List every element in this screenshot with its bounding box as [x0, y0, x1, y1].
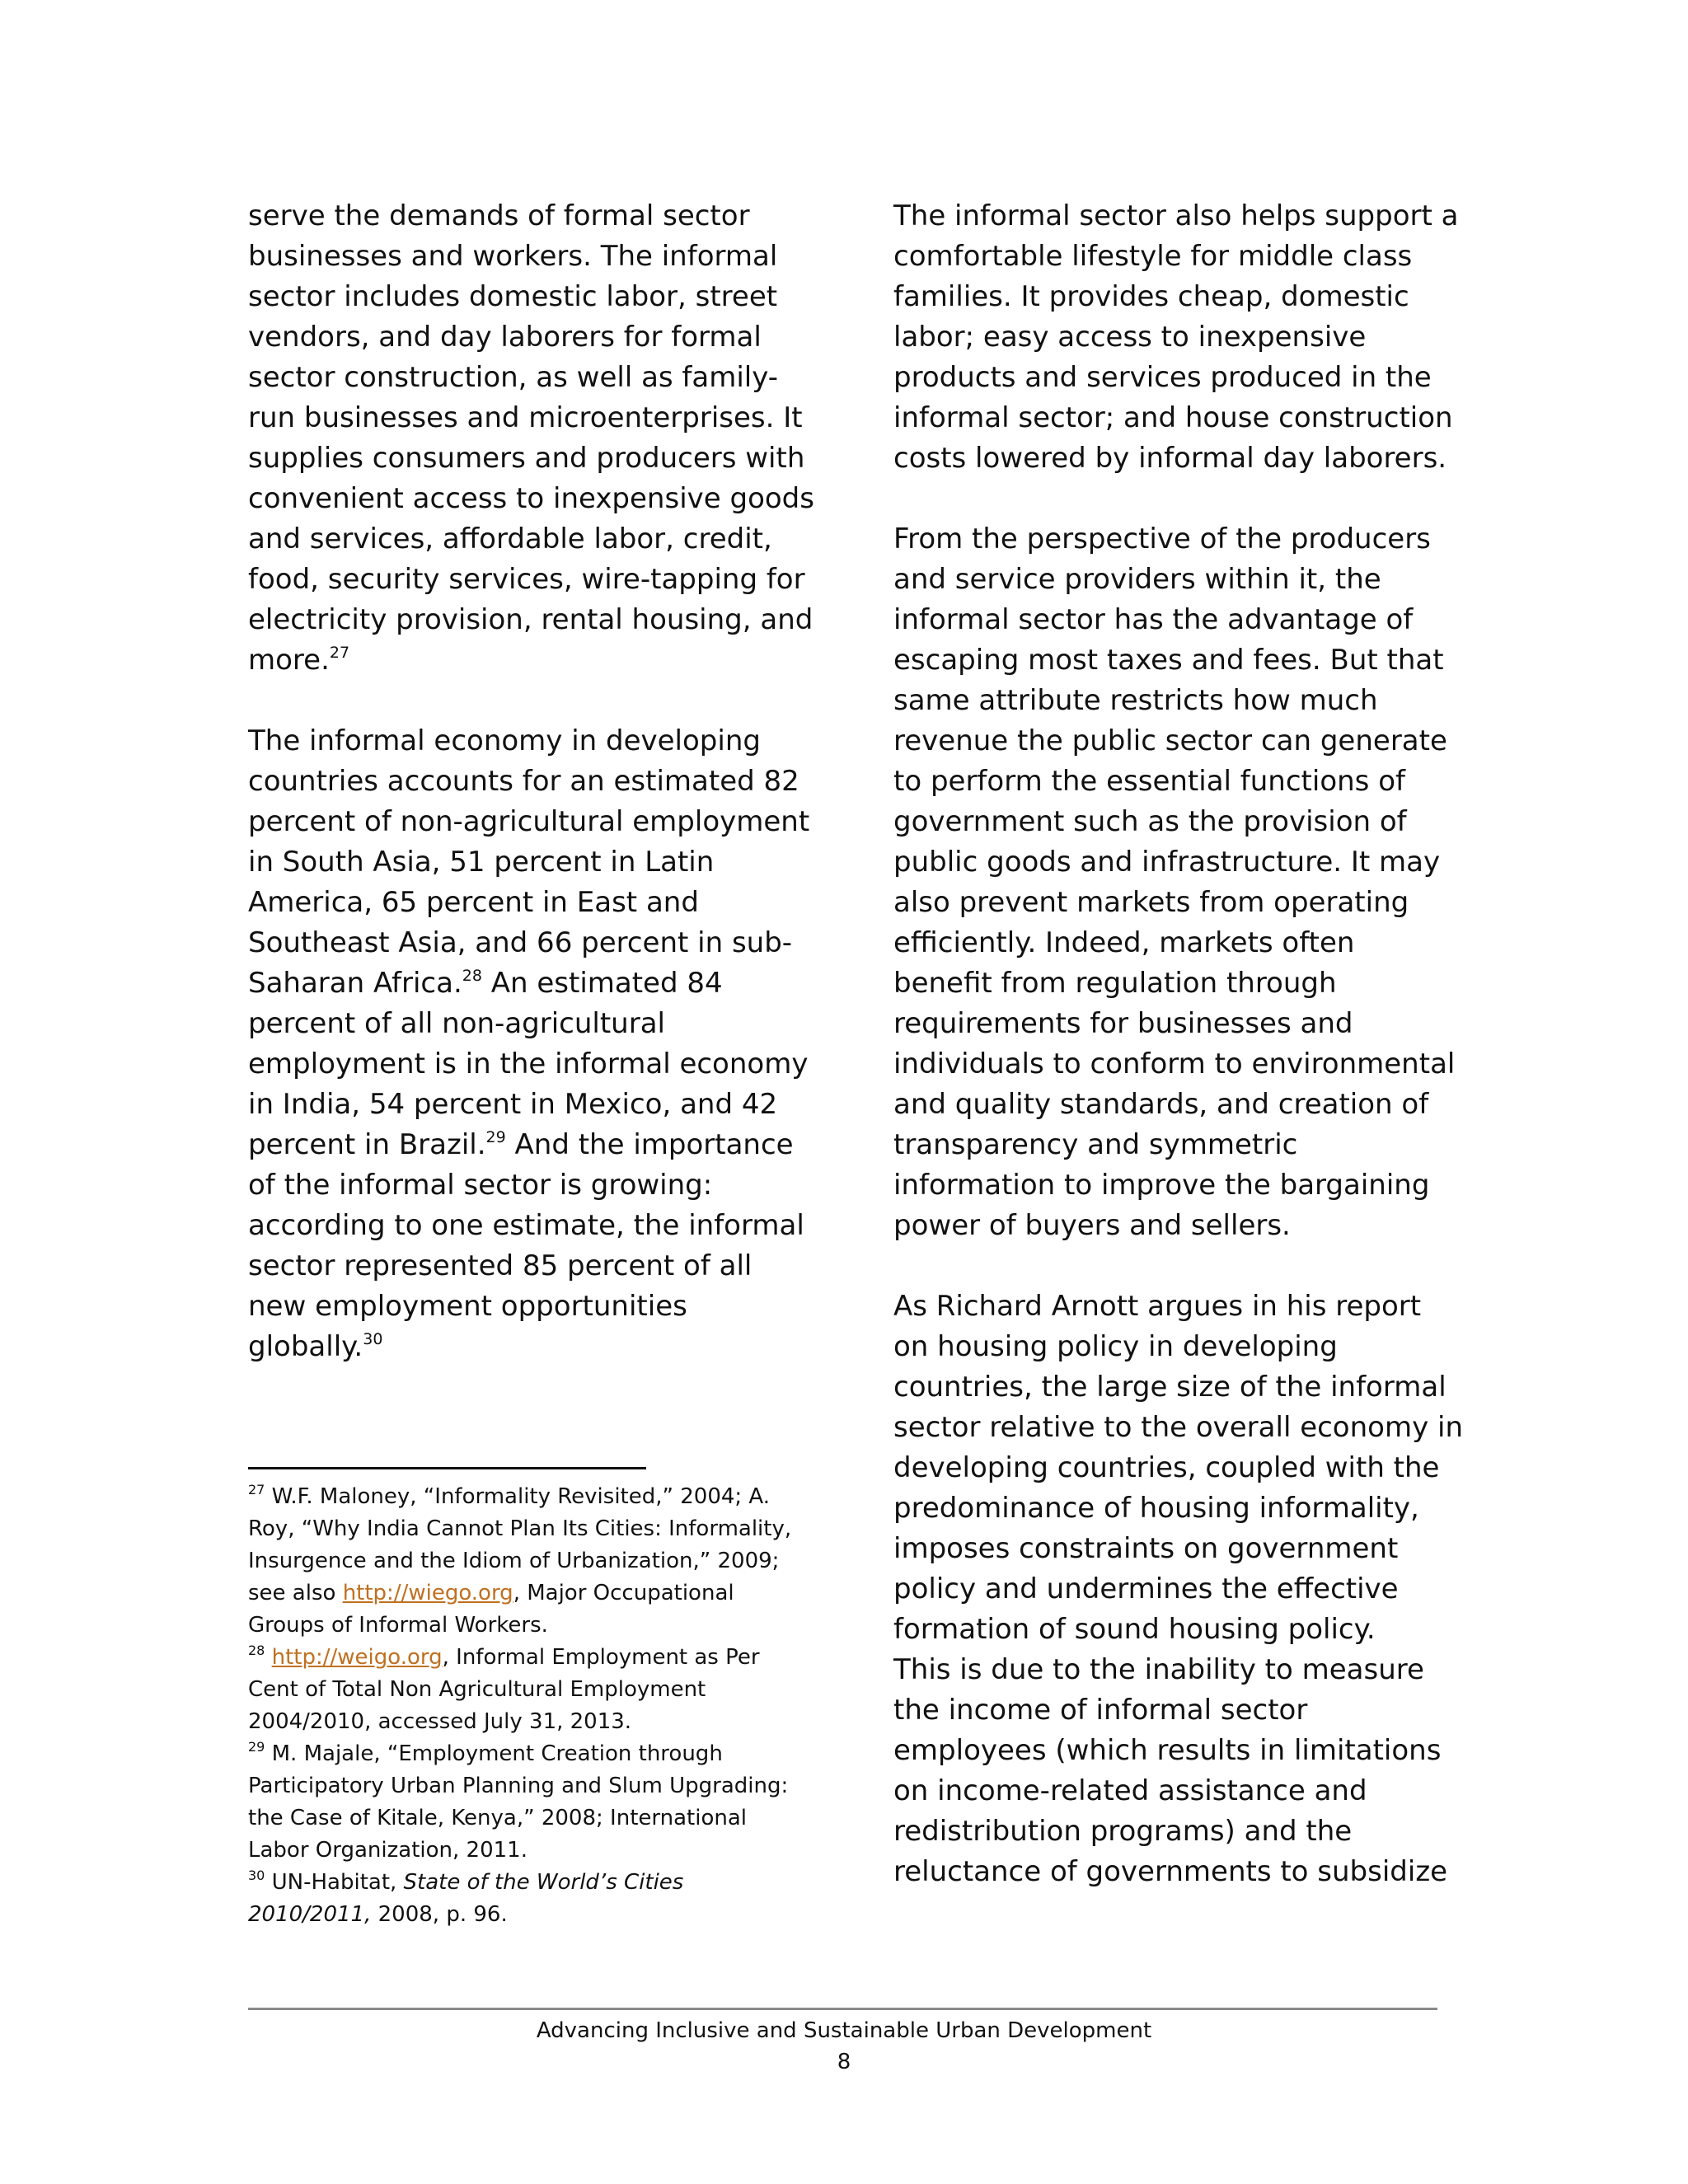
footnote-30-number: 30	[248, 1868, 265, 1884]
footnote-ref-30[interactable]: 30	[363, 1329, 383, 1348]
footnote-28	[248, 1642, 809, 1738]
left-paragraph-1-text: serve the demands of formal sector businesses and workers. The informal sector includes domestic labor, street vendors, and day laborers for formal sector construction, as well as family- run businesses and microenterprises. It supplies consumers and producers with convenient access to inexpensive goods and services, affordable labor, credit, food, security services, wire-tapping for electricity provision, rental housing, and more.	[248, 199, 814, 677]
footnote-30-text-b: 2008, p. 96.	[371, 1902, 508, 1927]
right-paragraph-2: From the perspective of the producers and service providers within it, the informal sector has the advantage of escaping most taxes and fees. But that same attribute restricts how much revenue the public sector can generate to perform the essential functions of government such as the provision of public goods and infrastructure. It may also prevent markets from operating efficiently. Indeed, markets often benefit from regulation through requirements for businesses and individuals to conform to environmental and quality standards, and creation of transparency and symmetric information to improve the bargaining power of buyers and sellers.	[893, 523, 1456, 1242]
footnote-ref-28[interactable]: 28	[462, 966, 482, 985]
left-column	[248, 196, 825, 1367]
footer-title: Advancing Inclusive and Sustainable Urban Development	[536, 2018, 1152, 2043]
footnote-ref-29[interactable]: 29	[485, 1127, 506, 1146]
left-paragraph-2	[248, 721, 825, 1367]
footnote-29-text: M. Majale, “Employment Creation through Participatory Urban Planning and Slum Upgrading: the Case of Kitale, Kenya,” 2008; International Labor Organization, 2011.	[248, 1741, 789, 1863]
footnote-27-number: 27	[248, 1482, 265, 1498]
footnote-28-number: 28	[248, 1643, 265, 1659]
right-column	[893, 196, 1470, 1892]
page-number: 8	[837, 2050, 851, 2074]
footnote-30	[248, 1867, 809, 1931]
footnote-27-text-b: , Major Occupational Groups of Informal Workers.	[248, 1581, 734, 1638]
footnote-28-link[interactable]: http://weigo.org	[271, 1645, 443, 1670]
footnote-27-link[interactable]: http://wiego.org	[342, 1581, 513, 1605]
right-paragraph-1: The informal sector also helps support a comfortable lifestyle for middle class families. It provides cheap, domestic labor; easy access to inexpensive products and services produced in the informal sector; and house construction costs lowered by informal day laborers.	[893, 199, 1459, 475]
footnote-ref-27[interactable]: 27	[329, 643, 350, 662]
left-paragraph-2-text-c: And the importance of the informal sector is growing: according to one estimate, the informal sector represented 85 percent of all new employment opportunities globally.	[248, 1128, 804, 1363]
left-paragraph-2-text-b: An estimated 84 percent of all non-agricultural employment is in the informal economy in India, 54 percent in Mexico, and 42 percent in Brazil.	[248, 967, 809, 1161]
footnotes	[248, 1481, 809, 1931]
footnote-separator	[248, 1467, 646, 1469]
footer-separator	[248, 2008, 1437, 2010]
footnote-27	[248, 1481, 809, 1642]
left-paragraph-2-text-a: The informal economy in developing countries accounts for an estimated 82 percent of non-agricultural employment in South Asia, 51 percent in Latin America, 65 percent in East and Southeast Asia, and 66 percent in sub- Saharan Africa.	[248, 724, 810, 1000]
footnote-29	[248, 1738, 809, 1867]
footnote-30-title: State of the World’s Cities 2010/2011,	[248, 1870, 684, 1927]
footnote-28-text: , Informal Employment as Per Cent of Total Non Agricultural Employment 2004/2010, accessed July 31, 2013.	[248, 1645, 760, 1734]
left-paragraph-1	[248, 196, 825, 681]
footnote-27-text-a: W.F. Maloney, “Informality Revisited,” 2004; A. Roy, “Why India Cannot Plan Its Cities: Informality, Insurgence and the Idiom of Urbanization,” 2009; see also	[248, 1484, 792, 1605]
footnote-29-number: 29	[248, 1739, 265, 1755]
footnote-30-text-a: UN-Habitat,	[265, 1870, 404, 1895]
right-paragraph-3: As Richard Arnott argues in his report on housing policy in developing countries, the large size of the informal sector relative to the overall economy in developing countries, coupled with the predominance of housing informality, imposes constraints on government policy and undermines the effective formation of sound housing policy. This is due to the inability to measure the income of informal sector employees (which results in limitations on income-related assistance and redistribution programs) and the reluctance of governments to subsidize	[893, 1290, 1464, 1888]
